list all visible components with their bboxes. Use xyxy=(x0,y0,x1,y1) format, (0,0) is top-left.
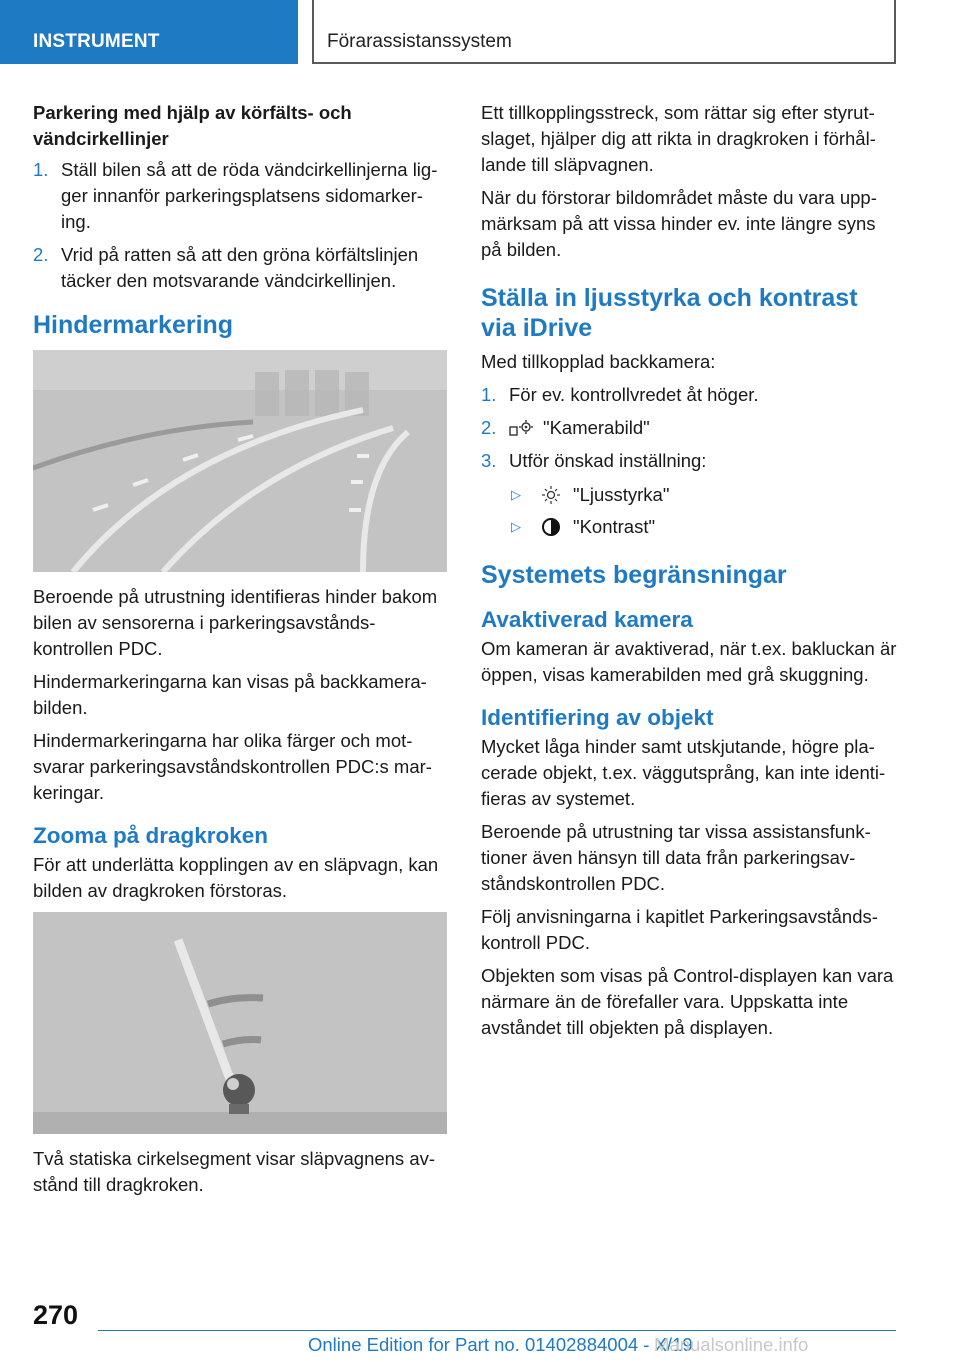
left-column xyxy=(33,100,449,1205)
parking-steps xyxy=(33,157,449,294)
brightness-intro: Med tillkopplad backkamera: xyxy=(481,351,716,372)
deactivated-paragraph: Om kameran är avaktiverad, när t.ex. bakluckan är öppen, visas kamerabilden med grå skuggning. xyxy=(481,638,897,685)
footer-divider xyxy=(98,1330,896,1331)
identification-paragraph: Beroende på utrustning tar vissa assistansfunk-tioner även hänsyn till data från parkeringsav-ståndskontrollen PDC. xyxy=(481,821,871,894)
sun-icon xyxy=(539,485,563,505)
identification-paragraph: Mycket låga hinder samt utskjutande, högre pla-cerade objekt, t.ex. väggutsprång, kan inte identi-fieras av systemet. xyxy=(481,736,886,809)
list-item: 1. För ev. kontrollvredet åt höger. xyxy=(481,384,759,405)
heading-obstacle: Hindermarkering xyxy=(33,311,234,339)
right-column xyxy=(481,100,897,1048)
list-item: 1. Ställ bilen så att de röda vändcirkellinjerna lig-ger innanför parkeringsplatsens sidomarker-ing. xyxy=(33,159,438,232)
heading-deactivated: Avaktiverad kamera xyxy=(481,607,693,632)
heading-brightness: Ställa in ljusstyrka och kontrast via iDrive xyxy=(481,284,858,342)
footer-watermark: Manualsonline.info xyxy=(654,1334,809,1355)
contrast-icon xyxy=(539,517,563,537)
hitch-caption: Två statiska cirkelsegment visar släpvagnens av-stånd till dragkroken. xyxy=(33,1148,436,1195)
heading-identification: Identifiering av objekt xyxy=(481,705,714,730)
section-tab: INSTRUMENT xyxy=(0,0,298,64)
subheading-lane-lines: Parkering med hjälp av körfälts- och vändcirkellinjer xyxy=(33,102,352,149)
obstacle-paragraph: Hindermarkeringarna kan visas på backkamera-bilden. xyxy=(33,671,427,718)
obstacle-marking-figure xyxy=(33,350,447,572)
heading-zoom: Zooma på dragkroken xyxy=(33,823,269,848)
footer-edition: Online Edition for Part no. 01402884004 - X/19 xyxy=(308,1334,693,1355)
list-item: 3. Utför önskad inställning: xyxy=(481,450,707,471)
obstacle-paragraph: Hindermarkeringarna har olika färger och mot-svarar parkeringsavståndskontrollen PDC:s mar-keringar. xyxy=(33,730,432,803)
option-contrast: ▷ "Kontrast" xyxy=(511,516,656,537)
zoom-paragraph: För att underlätta kopplingen av en släpvagn, kan bilden av dragkroken förstoras. xyxy=(33,854,439,901)
chapter-tab: Förarassistanssystem xyxy=(312,0,896,64)
identification-paragraph: Följ anvisningarna i kapitlet Parkeringsavstånds-kontroll PDC. xyxy=(481,906,878,953)
brightness-steps xyxy=(481,382,897,474)
identification-paragraph: Objekten som visas på Control-displayen kan vara närmare än de förefaller vara. Uppskatta inte avståndet till objekten på displayen. xyxy=(481,965,894,1038)
intro-paragraph: När du förstorar bildområdet måste du vara upp-märksam på att vissa hinder ev. inte längre syns på bilden. xyxy=(481,187,877,260)
setting-options xyxy=(509,482,897,540)
option-brightness: ▷ "Ljusstyrka" xyxy=(511,484,670,505)
heading-limits: Systemets begränsningar xyxy=(481,561,787,589)
list-item: 2. "Kamerabild" xyxy=(481,417,650,438)
hitch-zoom-figure xyxy=(33,912,447,1134)
obstacle-paragraph: Beroende på utrustning identifieras hinder bakom bilen av sensorerna i parkeringsavstånds-kontrollen PDC. xyxy=(33,586,438,659)
page-number: 270 xyxy=(33,1300,79,1330)
camera-settings-icon xyxy=(509,419,533,439)
list-item: 2. Vrid på ratten så att den gröna körfältslinjen täcker den motsvarande vändcirkellinjen. xyxy=(33,244,419,291)
intro-paragraph: Ett tillkopplingsstreck, som rättar sig efter styrut-slaget, hjälper dig att rikta in dragkroken i förhål-lande till släpvagnen. xyxy=(481,102,876,175)
